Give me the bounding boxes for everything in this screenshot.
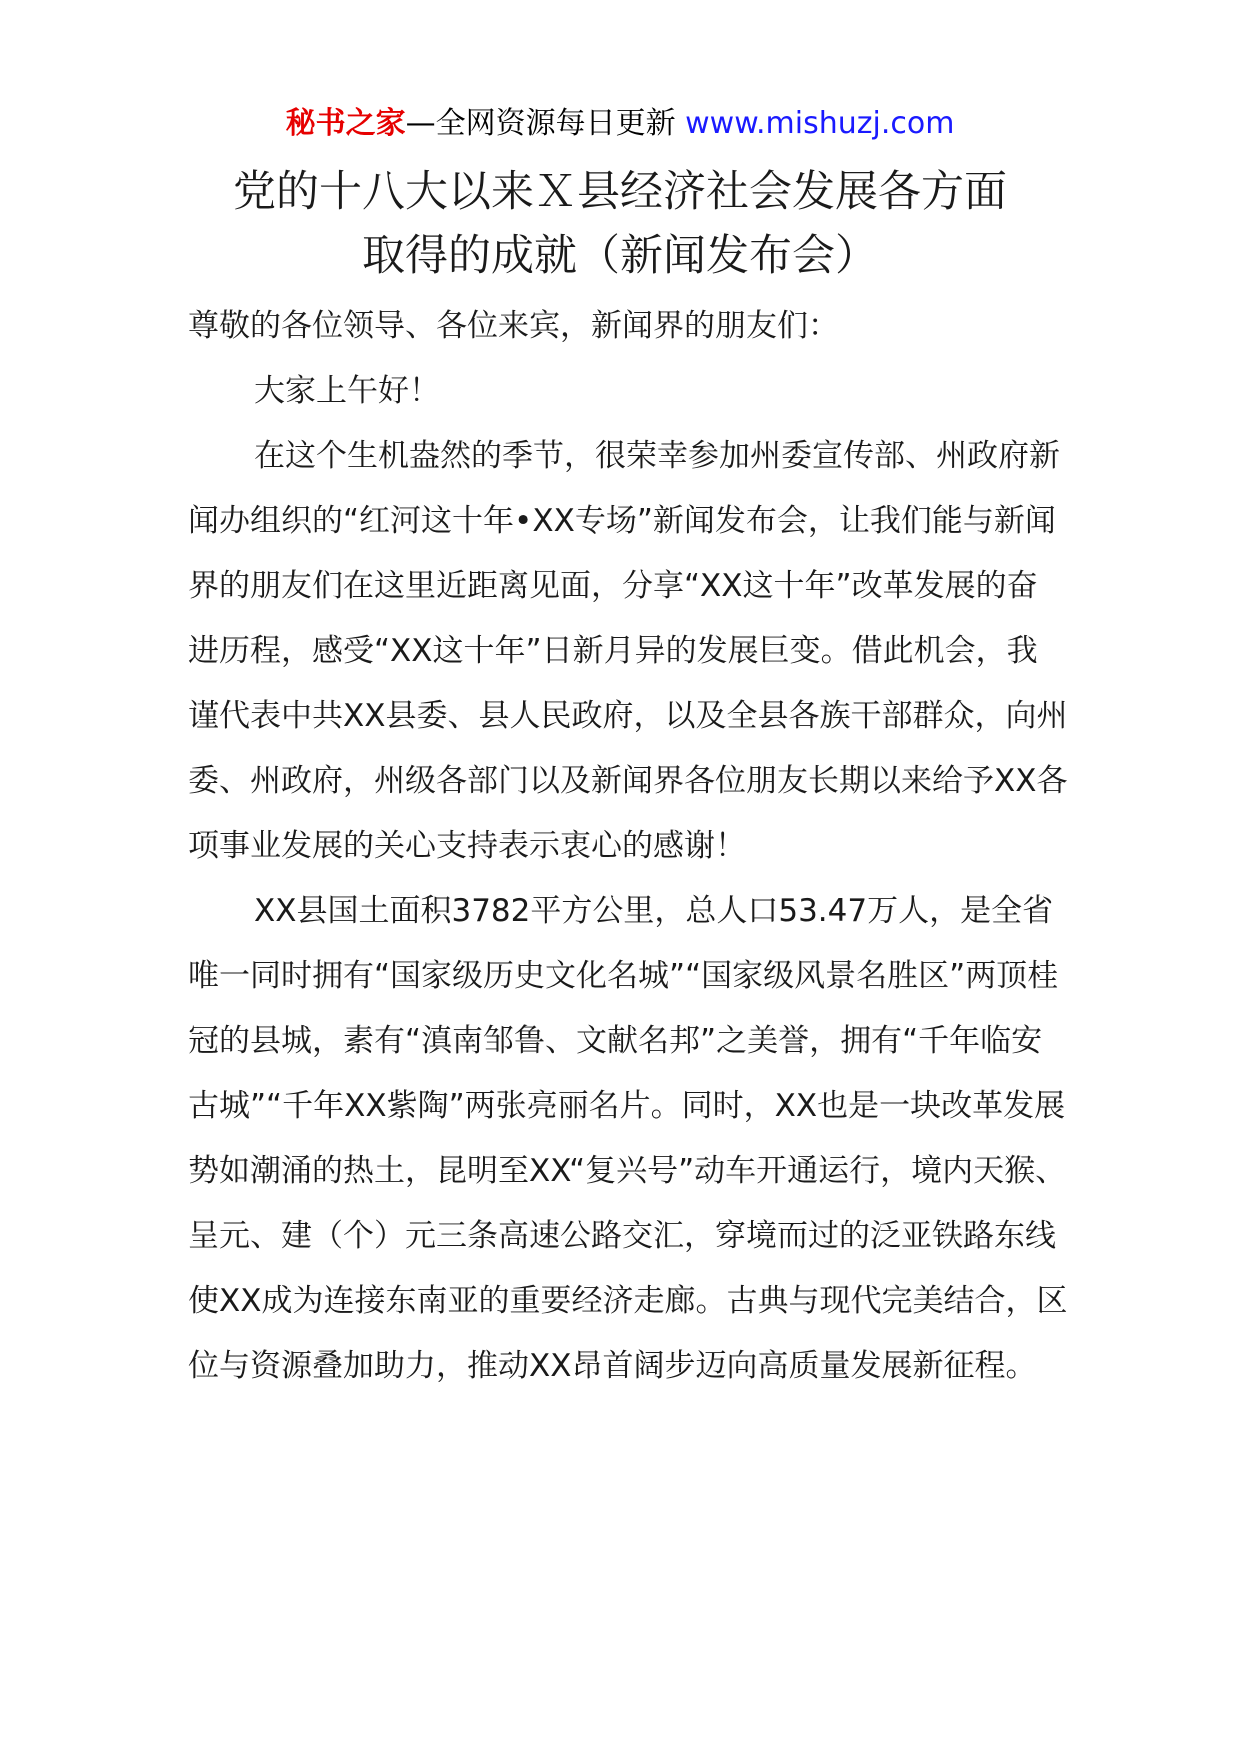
brand-name: 秘书之家 (285, 106, 406, 141)
paragraph-intro: 在这个生机盎然的季节，很荣幸参加州委宣传部、州政府新闻办组织的“红河这十年•XX专场”新闻发布会，让我们能与新闻界的朋友们在这里近距离见面，分享“XX这十年”改革发展的奋进历程，感受“XX这十年”日新月异的发展巨变。借此机会，我谨代表中共XX县委、县人民政府，以及全县各族干部群众，向州委、州政府，州级各部门以及新闻界各位朋友长期以来给予XX各项事业发展的关心支持表示衷心的感谢！ (188, 438, 1068, 864)
document-body (188, 294, 1068, 1399)
page-header (0, 102, 1240, 146)
website-link[interactable]: www.mishuzj.com (685, 106, 955, 141)
title-line-1: 党的十八大以来Ｘ县经济社会发展各方面 (233, 167, 1007, 217)
document-title (0, 160, 1240, 288)
paragraph-county-overview: XX县国土面积3782平方公里，总人口53.47万人，是全省唯一同时拥有“国家级历史文化名城”“国家级风景名胜区”两顶桂冠的县城，素有“滇南邹鲁、文献名邦”之美誉，拥有“千年临安古城”“千年XX紫陶”两张亮丽名片。同时，XX也是一块改革发展势如潮涌的热土，昆明至XX“复兴号”动车开通运行，境内天猴、呈元、建（个）元三条高速公路交汇，穿境而过的泛亚铁路东线使XX成为连接东南亚的重要经济走廊。古典与现代完美结合，区位与资源叠加助力，推动XX昂首阔步迈向高质量发展新征程。 (188, 893, 1068, 1384)
header-tagline: —全网资源每日更新 (405, 106, 676, 141)
title-line-2: 取得的成就（新闻发布会） (362, 231, 878, 281)
paragraph-greeting: 大家上午好！ (254, 373, 440, 409)
salutation: 尊敬的各位领导、各位来宾，新闻界的朋友们： (188, 308, 839, 344)
